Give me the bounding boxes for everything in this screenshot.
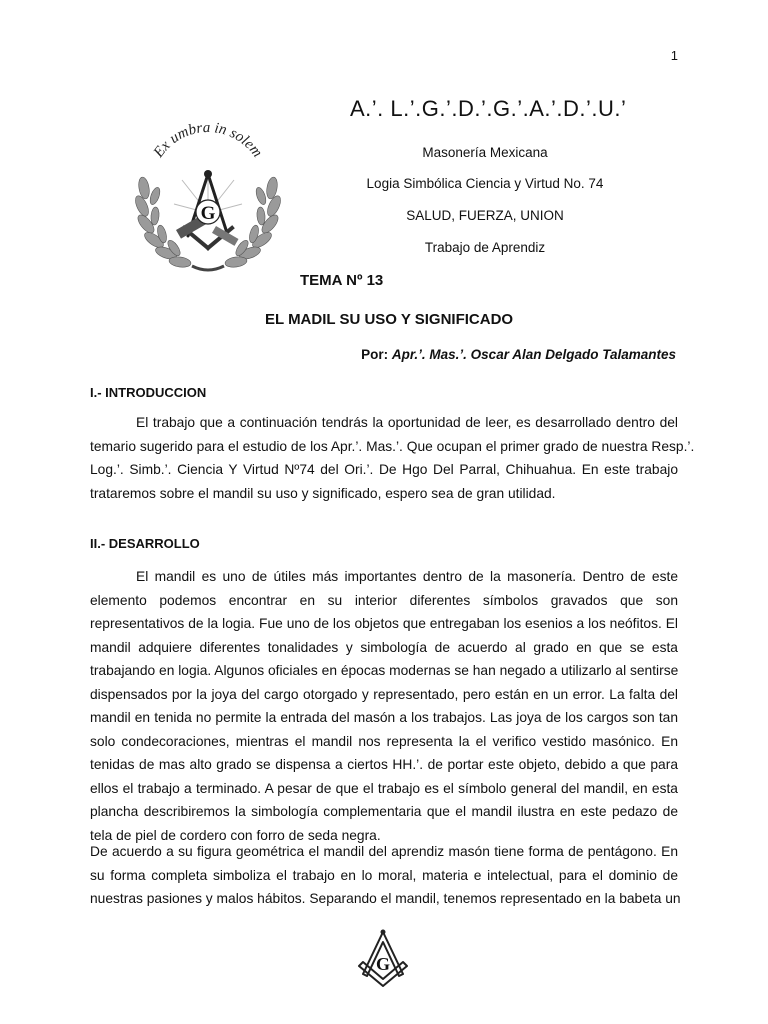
desarrollo-line: mandil adquiere diferentes tonalidades y simbología de acuerdo al grado en que se esta	[90, 639, 678, 655]
pentagon-paragraph	[90, 840, 681, 911]
author-name: Apr.’. Mas.’. Oscar Alan Delgado Talamantes	[391, 347, 676, 362]
desarrollo-line: tela de piel de cordero con forro de seda negra.	[90, 827, 381, 843]
tema-number: TEMA Nº 13	[300, 272, 384, 289]
desarrollo-line: mandil en tenida no permite la entrada del masón a los trabajos. Las joya de los cargos son tan	[90, 710, 678, 725]
author-label: Por:	[361, 347, 389, 362]
page-number: 1	[670, 48, 678, 63]
intro-heading: I.- INTRODUCCION	[90, 385, 207, 400]
header-line-1: Masonería Mexicana	[422, 145, 548, 160]
svg-text:Ex umbra in solem	[150, 120, 265, 161]
intro-line: El trabajo que a continuación tendrás la oportunidad de leer, es desarrollado dentro del	[136, 415, 678, 430]
topic-title: EL MADIL SU USO Y SIGNIFICADO	[265, 311, 514, 328]
desarrollo-line: El mandil es uno de útiles más importantes dentro de la masonería. Dentro de este	[136, 569, 678, 584]
laurel-wreath-icon	[122, 108, 294, 280]
header-title: A.’. L.’.G.’.D.’.G.’.A.’.D.’.U.’	[350, 96, 627, 121]
square-compass-icon	[355, 928, 411, 990]
author-line	[361, 347, 676, 362]
intro-line: temario sugerido para el estudio de los Apr.’. Mas.’. Que ocupan el primer grado de nuestra Resp.’.	[90, 438, 695, 454]
emblem-letter: G	[200, 203, 216, 224]
header-line-4: Trabajo de Aprendiz	[424, 240, 546, 255]
pentagon-line: De acuerdo a su figura geométrica el mandil del aprendiz masón tiene forma de pentágono. En	[90, 844, 678, 859]
pentagon-line: su forma completa simboliza el trabajo en lo moral, materia e intelectual, para el dominio de	[90, 867, 678, 883]
desarrollo-line: tenidas de mas alto grado se dispensa a ciertos HH.’. de portar este objeto, debido a que para	[90, 757, 678, 772]
desarrollo-line: trabajando en logia. Algunos oficiales en épocas modernas se han negado a utilizarlo al sentirse	[90, 663, 679, 678]
desarrollo-line: representativos de la logia. Fue uno de los objetos que entregaban los esenios a los neófitos. El	[90, 616, 678, 631]
desarrollo-line: ellos el trabajo a terminado. A pesar de que el trabajo es el símbolo general del mandil, en esta	[90, 780, 678, 796]
masonic-emblem	[122, 108, 294, 280]
emblem-motto: Ex umbra in solem	[150, 119, 266, 161]
intro-line: Log.’. Simb.’. Ciencia Y Virtud Nº74 del Ori.’. De Hgo Del Parral, Chihuahua. En este trabajo	[90, 462, 678, 477]
pentagon-line: nuestras pasiones y malos hábitos. Separando el mandil, tenemos representado en la babeta un	[90, 891, 681, 906]
intro-paragraph	[90, 411, 695, 505]
desarrollo-line: elemento podemos encontrar en su interior diferentes símbolos gravados que son	[90, 592, 678, 608]
header-line-2: Logia Simbólica Ciencia y Virtud No. 74	[366, 176, 604, 191]
desarrollo-line: plancha describiremos la simbología complementaria que el mandil ilustra en este pedazo de	[90, 804, 678, 819]
desarrollo-paragraph	[90, 565, 678, 847]
footer-emblem-letter: G	[375, 954, 391, 974]
desarrollo-line: dispensados por la joya del cargo otorgado y representado, pero están en un error. La falta del	[90, 686, 678, 702]
header-line-3: SALUD, FUERZA, UNION	[406, 208, 564, 223]
intro-line: trataremos sobre el mandil su uso y significado, espero sea de gran utilidad.	[90, 485, 556, 501]
desarrollo-line: solo condecoraciones, mientras el mandil nos representa la el verifico vestido masónico. En	[90, 733, 678, 749]
desarrollo-heading: II.- DESARROLLO	[90, 536, 200, 551]
